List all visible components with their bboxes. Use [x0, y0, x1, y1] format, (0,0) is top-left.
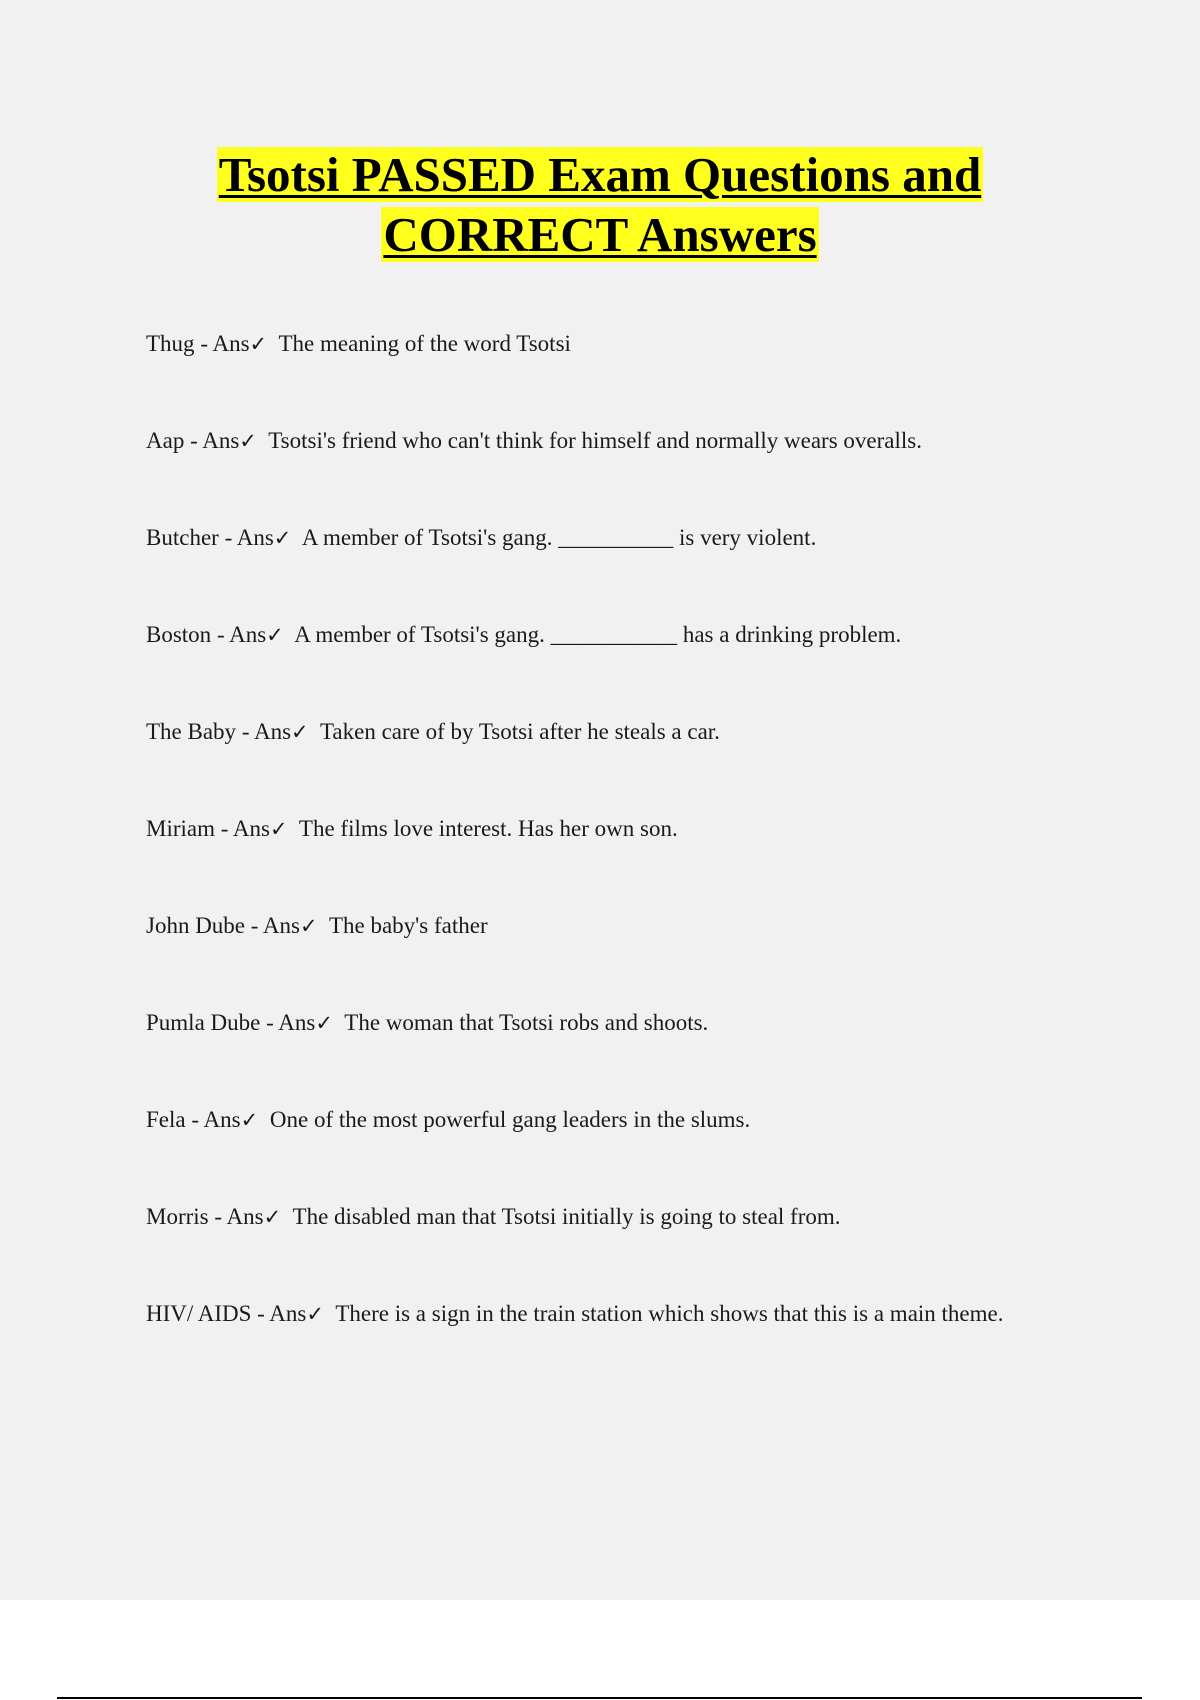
qa-term: The Baby: [146, 719, 237, 744]
qa-item: [146, 328, 1146, 425]
checkmark-icon: ✓: [239, 429, 257, 453]
page-title: [0, 145, 1200, 265]
qa-answer: The meaning of the word Tsotsi: [278, 331, 571, 356]
qa-list: [146, 328, 1146, 1395]
qa-answer: Tsotsi's friend who can't think for himself and normally wears overalls.: [268, 428, 922, 453]
answer-separator: - Ans: [208, 1204, 264, 1229]
qa-item: [146, 1007, 1146, 1104]
qa-answer: The disabled man that Tsotsi initially is going to steal from.: [292, 1204, 841, 1229]
qa-item: [146, 619, 1146, 716]
answer-separator: - Ans: [218, 525, 274, 550]
checkmark-icon: ✓: [263, 1205, 282, 1229]
answer-separator: - Ans: [211, 622, 267, 647]
answer-separator: - Ans: [215, 816, 270, 841]
qa-answer: Taken care of by Tsotsi after he steals a car.: [319, 719, 720, 744]
checkmark-icon: ✓: [273, 526, 292, 550]
qa-answer: One of the most powerful gang leaders in the slums.: [269, 1107, 751, 1132]
qa-item: [146, 910, 1146, 1007]
answer-separator: - Ans: [260, 1010, 316, 1035]
qa-term: Aap: [146, 428, 185, 453]
qa-item: [146, 1298, 1146, 1395]
qa-answer: The films love interest. Has her own son.: [298, 816, 678, 841]
qa-answer: A member of Tsotsi's gang. __________ is very violent.: [301, 525, 817, 550]
qa-term: Boston: [146, 622, 212, 647]
qa-term: Morris: [146, 1204, 209, 1229]
qa-answer: A member of Tsotsi's gang. ___________ has a drinking problem.: [294, 622, 902, 647]
checkmark-icon: ✓: [299, 914, 318, 938]
answer-separator: - Ans: [245, 913, 300, 938]
checkmark-icon: ✓: [266, 623, 284, 647]
title-line-2: CORRECT Answers: [383, 207, 817, 262]
checkmark-icon: ✓: [240, 1108, 259, 1132]
qa-item: [146, 425, 1146, 522]
qa-term: John Dube: [146, 913, 246, 938]
qa-answer: The baby's father: [328, 913, 488, 938]
qa-term: Pumla Dube: [146, 1010, 261, 1035]
qa-item: [146, 716, 1146, 813]
qa-answer: There is a sign in the train station which shows that this is a main theme.: [335, 1301, 1004, 1326]
answer-separator: - Ans: [194, 331, 250, 356]
footer-divider: [57, 1697, 1142, 1699]
qa-term: HIV/ AIDS: [146, 1301, 252, 1326]
answer-separator: - Ans: [251, 1301, 307, 1326]
qa-term: Thug: [146, 331, 195, 356]
checkmark-icon: ✓: [315, 1011, 333, 1035]
answer-separator: - Ans: [184, 428, 240, 453]
checkmark-icon: ✓: [306, 1302, 324, 1326]
checkmark-icon: ✓: [269, 817, 288, 841]
answer-separator: - Ans: [185, 1107, 241, 1132]
checkmark-icon: ✓: [291, 720, 309, 744]
qa-item: [146, 1201, 1146, 1298]
answer-separator: - Ans: [236, 719, 292, 744]
qa-answer: The woman that Tsotsi robs and shoots.: [344, 1010, 709, 1035]
qa-item: [146, 1104, 1146, 1201]
qa-term: Miriam: [146, 816, 215, 841]
checkmark-icon: ✓: [249, 332, 268, 356]
title-line-1: Tsotsi PASSED Exam Questions and: [218, 147, 982, 202]
qa-item: [146, 813, 1146, 910]
qa-item: [146, 522, 1146, 619]
qa-term: Butcher: [146, 525, 219, 550]
qa-term: Fela: [146, 1107, 186, 1132]
